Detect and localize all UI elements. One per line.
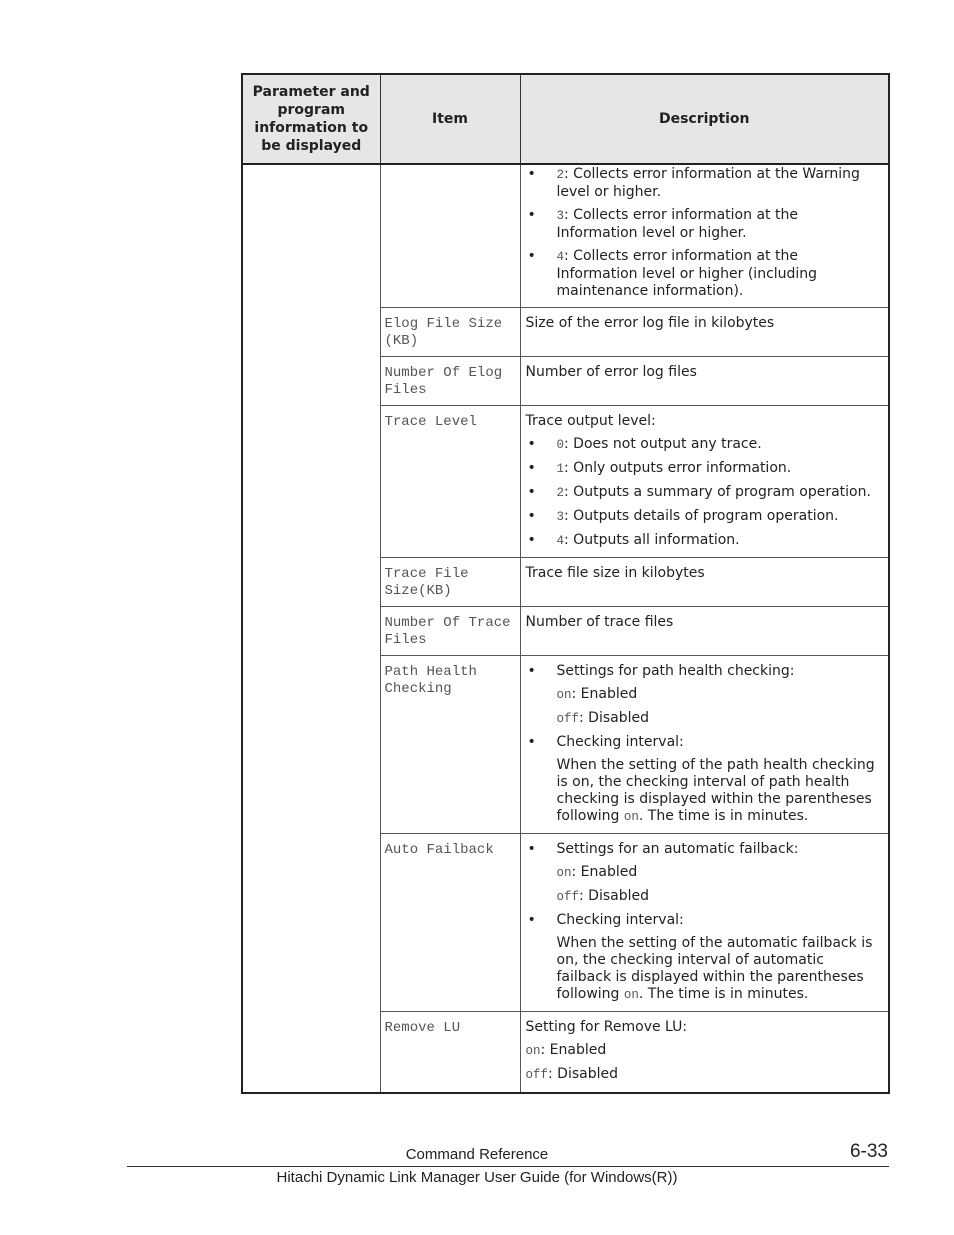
- description-cell: Size of the error log file in kilobytes: [520, 308, 889, 357]
- list-item: • 4: Outputs all information.: [526, 532, 883, 550]
- list-item: • 0: Does not output any trace.: [526, 436, 883, 454]
- bullet-list: [526, 436, 883, 550]
- list-item: • Checking interval: When the setting of the automatic failback is on, the checking interval of automatic failback is displayed within the parentheses following on. The time is in minutes.: [526, 912, 883, 1004]
- item-cell: Trace File Size(KB): [380, 558, 520, 607]
- bullet-list: [526, 663, 883, 826]
- list-item: • Settings for an automatic failback: on: Enabled off: Disabled: [526, 841, 883, 906]
- item-cell: [380, 164, 520, 308]
- option-off: off: Disabled: [556, 888, 650, 904]
- page-number: 6-33: [849, 1141, 888, 1162]
- description-cell: [520, 1012, 889, 1094]
- list-item: • 3: Collects error information at the Information level or higher.: [526, 207, 883, 242]
- list-item: • 2: Collects error information at the Warning level or higher.: [526, 166, 883, 201]
- item-cell: Elog File Size (KB): [380, 308, 520, 357]
- item-cell: Trace Level: [380, 406, 520, 558]
- description-cell: [520, 164, 889, 308]
- param-cell: [242, 164, 380, 1093]
- table-header-row: [242, 74, 889, 164]
- description-intro: Setting for Remove LU:: [525, 1019, 688, 1035]
- description-cell: Number of trace files: [520, 607, 889, 656]
- option-on: on: Enabled: [556, 686, 638, 702]
- description-cell: [520, 406, 889, 558]
- description-cell: Trace file size in kilobytes: [520, 558, 889, 607]
- item-cell: Number Of Elog Files: [380, 357, 520, 406]
- list-item: • Settings for path health checking: on: Enabled off: Disabled: [526, 663, 883, 728]
- bullet-list: [526, 166, 883, 300]
- description-cell: Number of error log files: [520, 357, 889, 406]
- option-off: off: Disabled: [525, 1066, 619, 1082]
- footer-section: Command Reference: [405, 1146, 549, 1163]
- header-item: Item: [380, 74, 520, 164]
- header-param: Parameter and program information to be displayed: [242, 74, 380, 164]
- description-cell: [520, 834, 889, 1012]
- list-item: • 1: Only outputs error information.: [526, 460, 883, 478]
- item-cell: Number Of Trace Files: [380, 607, 520, 656]
- option-on: on: Enabled: [556, 864, 638, 880]
- list-item: • 2: Outputs a summary of program operation.: [526, 484, 883, 502]
- list-item: • 3: Outputs details of program operation.: [526, 508, 883, 526]
- item-cell: Auto Failback: [380, 834, 520, 1012]
- option-off: off: Disabled: [556, 710, 650, 726]
- bullet-list: [526, 841, 883, 1004]
- table-row: [242, 164, 889, 308]
- list-item: • Checking interval: When the setting of the path health checking is on, the checking interval of path health checking is displayed within the parentheses following on. The time is in minutes.: [526, 734, 883, 826]
- description-cell: [520, 656, 889, 834]
- header-description: Description: [520, 74, 889, 164]
- item-cell: Remove LU: [380, 1012, 520, 1094]
- interval-note: When the setting of the path health checking is on, the checking interval of path health checking is displayed within the parentheses following on. The time is in minutes.: [556, 757, 875, 824]
- interval-note: When the setting of the automatic failback is on, the checking interval of automatic failback is displayed within the parentheses following on. The time is in minutes.: [556, 935, 873, 1002]
- description-intro: Trace output level:: [525, 413, 656, 429]
- option-on: on: Enabled: [525, 1042, 607, 1058]
- list-item: • 4: Collects error information at the Information level or higher (including maintenance information).: [526, 248, 883, 300]
- footer-divider: [127, 1166, 889, 1167]
- footer-book-title: Hitachi Dynamic Link Manager User Guide (for Windows(R)): [276, 1169, 678, 1186]
- item-cell: Path Health Checking: [380, 656, 520, 834]
- parameter-table: [241, 73, 890, 1094]
